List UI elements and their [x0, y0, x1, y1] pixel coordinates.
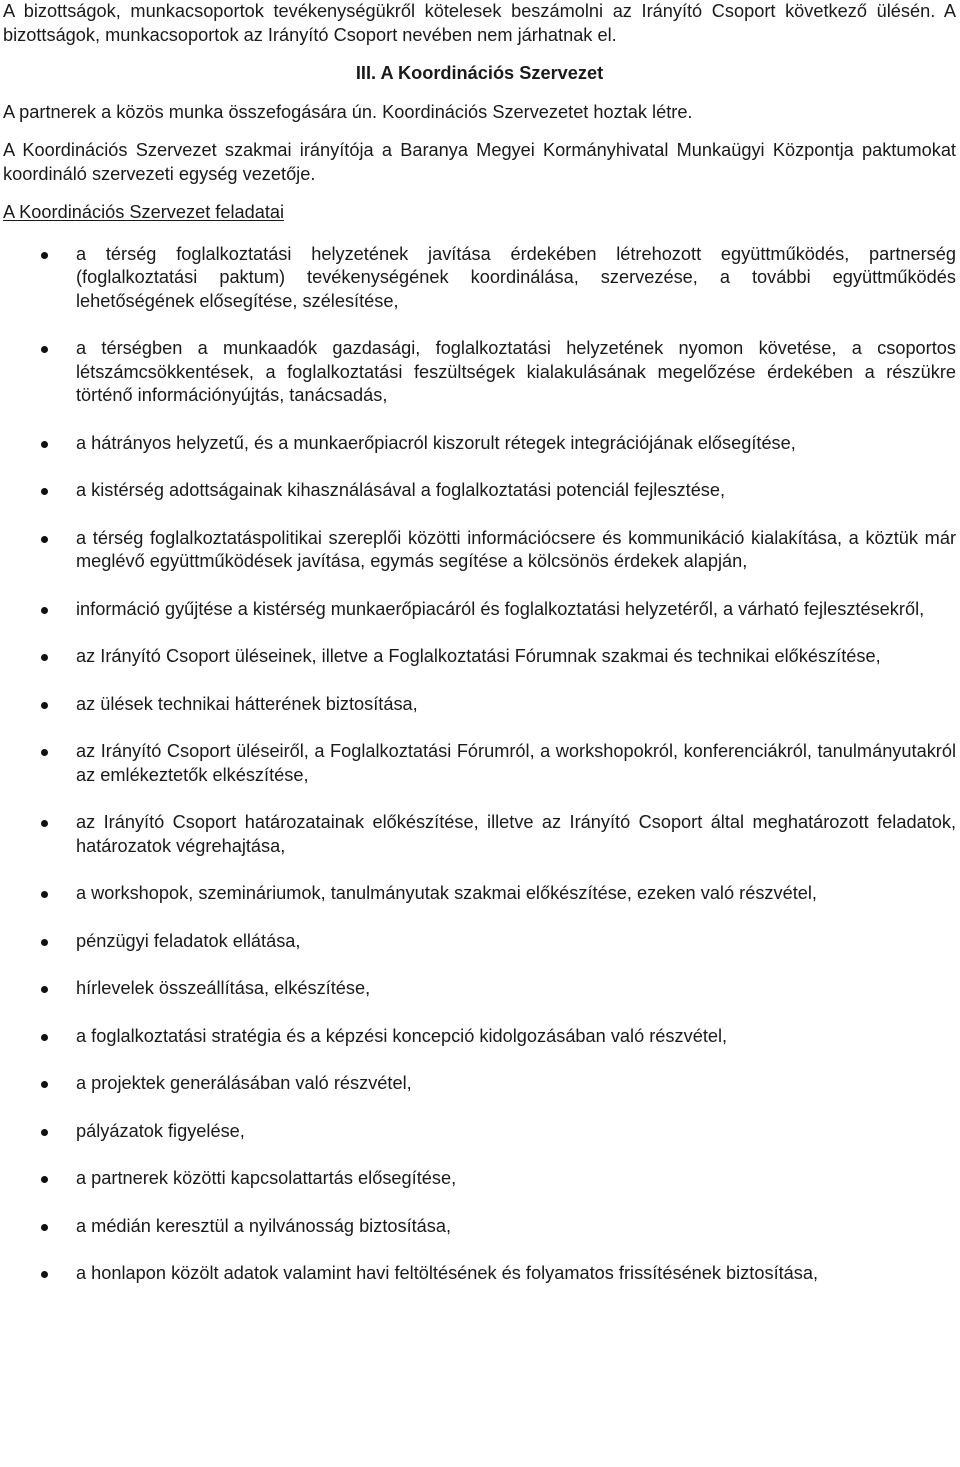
bullet-icon: [41, 1224, 48, 1231]
bullet-icon: [41, 607, 48, 614]
list-item-text: pénzügyi feladatok ellátása,: [76, 930, 301, 951]
list-item: [3, 693, 956, 717]
list-item-text: a térség foglalkoztatáspolitikai szereplői közötti információcsere és kommunikáció kialakítása, a köztük már meglévő együttműködések javítása, egymás segítése a kölcsönös érdekek alapján,: [76, 527, 956, 571]
list-item-text: az Irányító Csoport határozatainak előkészítése, illetve az Irányító Csoport által meghatározott feladatok, határozatok végrehajtása,: [76, 812, 956, 856]
list-item: [3, 1167, 956, 1191]
tasks-list: [3, 243, 956, 1286]
bullet-icon: [41, 536, 48, 543]
list-item: [3, 527, 956, 574]
list-item-text: a hátrányos helyzetű, és a munkaerőpiacról kiszorult rétegek integrációjának elősegítése,: [76, 432, 796, 453]
tasks-heading: A Koordinációs Szervezet feladatai: [3, 202, 285, 222]
bullet-icon: [41, 654, 48, 661]
bullet-icon: [41, 1176, 48, 1183]
bullet-icon: [41, 820, 48, 827]
list-item-text: pályázatok figyelése,: [76, 1120, 245, 1141]
bullet-icon: [41, 702, 48, 709]
list-item: [3, 337, 956, 408]
list-item-text: a médián keresztül a nyilvánosság biztosítása,: [76, 1215, 452, 1236]
bullet-icon: [41, 939, 48, 946]
list-item: [3, 977, 956, 1001]
list-item: [3, 1120, 956, 1144]
list-item: [3, 1262, 956, 1286]
bullet-icon: [41, 1129, 48, 1136]
list-item-text: a térség foglalkoztatási helyzetének javítása érdekében létrehozott együttműködés, partnerség (foglalkoztatási paktum) tevékenységének koordinálása, szervezése, a további együttműködés lehetőségének elősegítése, szélesítése,: [76, 243, 956, 311]
partners-paragraph: A partnerek a közös munka összefogására ún. Koordinációs Szervezetet hoztak létre.: [3, 101, 693, 122]
list-item: [3, 1215, 956, 1239]
list-item-text: a projektek generálásában való részvétel,: [76, 1073, 412, 1093]
bullet-icon: [41, 488, 48, 495]
list-item-text: az Irányító Csoport üléseiről, a Foglalkoztatási Fórumról, a workshopokról, konferenciákról, tanulmányutakról az emlékeztetők elkészítése,: [76, 741, 956, 785]
list-item-text: az Irányító Csoport üléseinek, illetve a Foglalkoztatási Fórumnak szakmai és technikai előkészítése,: [76, 646, 881, 666]
list-item-text: a honlapon közölt adatok valamint havi feltöltésének és folyamatos frissítésének biztosítása,: [76, 1263, 819, 1283]
list-item: [3, 432, 956, 456]
list-item: [3, 598, 956, 622]
list-item: [3, 645, 956, 669]
list-item: [3, 930, 956, 954]
list-item: [3, 740, 956, 787]
section-heading: III. A Koordinációs Szervezet: [355, 63, 604, 83]
bullet-icon: [41, 252, 48, 259]
supervisor-paragraph: A Koordinációs Szervezet szakmai irányítója a Baranya Megyei Kormányhivatal Munkaügyi Központja paktumokat koordináló szervezeti egység vezetője.: [3, 140, 956, 184]
bullet-icon: [41, 891, 48, 898]
list-item-text: információ gyűjtése a kistérség munkaerőpiacáról és foglalkoztatási helyzetéről, a várható fejlesztésekről,: [76, 598, 925, 619]
bullet-icon: [41, 1271, 48, 1278]
list-item-text: az ülések technikai hátterének biztosítása,: [76, 693, 418, 714]
list-item: [3, 882, 956, 906]
list-item-text: a térségben a munkaadók gazdasági, foglalkoztatási helyzetének nyomon követése, a csoportos létszámcsökkentések, a foglalkoztatási feszültségek kialakulásának megelőzése érdekében a részükre történő információnyújtás, tanácsadás,: [76, 338, 956, 405]
list-item-text: a partnerek közötti kapcsolattartás elősegítése,: [76, 1168, 457, 1188]
bullet-icon: [41, 346, 48, 353]
list-item: [3, 811, 956, 858]
bullet-icon: [41, 749, 48, 756]
bullet-icon: [41, 1081, 48, 1088]
list-item: [3, 1072, 956, 1096]
list-item: [3, 479, 956, 503]
list-item: [3, 1025, 956, 1049]
list-item-text: a workshopok, szemináriumok, tanulmányutak szakmai előkészítése, ezeken való részvétel,: [76, 883, 817, 903]
intro-paragraph: A bizottságok, munkacsoportok tevékenységükről kötelesek beszámolni az Irányító Csoport következő ülésén. A bizottságok, munkacsoportok az Irányító Csoport nevében nem járhatnak el.: [3, 1, 956, 45]
bullet-icon: [41, 986, 48, 993]
list-item-text: a foglalkoztatási stratégia és a képzési koncepció kidolgozásában való részvétel,: [76, 1025, 728, 1046]
bullet-icon: [41, 1034, 48, 1041]
list-item-text: a kistérség adottságainak kihasználásával a foglalkoztatási potenciál fejlesztése,: [76, 480, 726, 500]
list-item: [3, 243, 956, 314]
list-item-text: hírlevelek összeállítása, elkészítése,: [76, 978, 371, 998]
bullet-icon: [41, 441, 48, 448]
